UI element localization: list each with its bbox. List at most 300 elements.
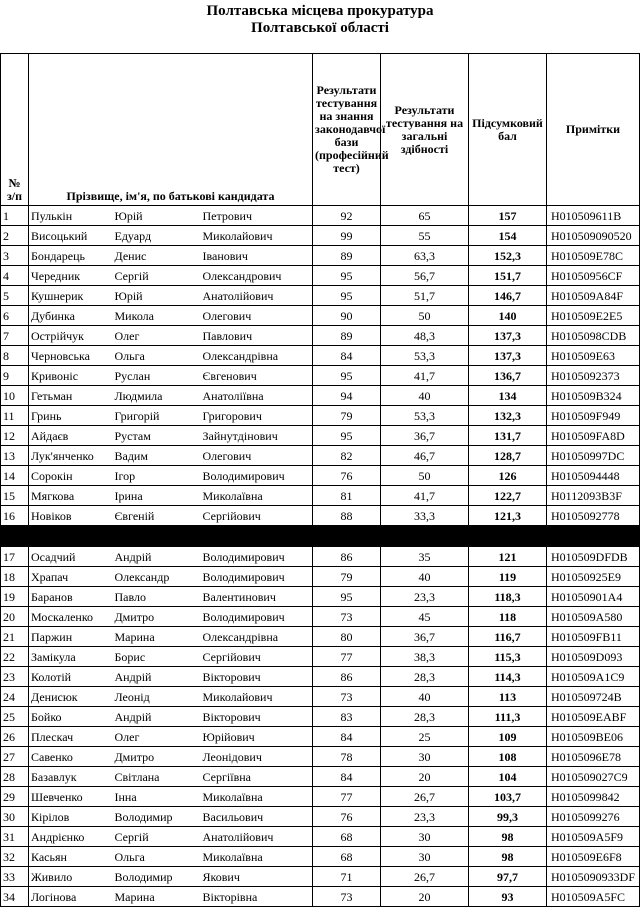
row-number: 4 xyxy=(1,266,29,286)
last-name: Бойко xyxy=(29,707,113,727)
law-test-score: 83 xyxy=(313,707,381,727)
patronymic: Олегович xyxy=(201,306,313,326)
law-test-score: 81 xyxy=(313,486,381,506)
first-name: Олег xyxy=(113,727,201,747)
first-name: Рустам xyxy=(113,426,201,446)
last-name: Паржин xyxy=(29,627,113,647)
table-row xyxy=(1,406,640,426)
table-row xyxy=(1,366,640,386)
first-name: Марина xyxy=(113,887,201,907)
total-score: 140 xyxy=(469,306,547,326)
last-name: Кірілов xyxy=(29,807,113,827)
law-test-score: 95 xyxy=(313,366,381,386)
general-test-score: 28,3 xyxy=(381,707,469,727)
note-code: H0112093B3F xyxy=(547,486,640,506)
last-name: Храпач xyxy=(29,567,113,587)
table-body-bottom xyxy=(1,547,640,907)
note-code: H010509724B xyxy=(547,687,640,707)
last-name: Бондарець xyxy=(29,246,113,266)
note-code: H0105098CDB xyxy=(547,326,640,346)
patronymic: Миколайович xyxy=(201,687,313,707)
table-row xyxy=(1,486,640,506)
row-number: 21 xyxy=(1,627,29,647)
table-row xyxy=(1,506,640,526)
first-name: Ольга xyxy=(113,847,201,867)
patronymic: Іванович xyxy=(201,246,313,266)
total-score: 136,7 xyxy=(469,366,547,386)
total-score: 151,7 xyxy=(469,266,547,286)
total-score: 104 xyxy=(469,767,547,787)
table-row xyxy=(1,887,640,907)
total-score: 118 xyxy=(469,607,547,627)
law-test-score: 84 xyxy=(313,767,381,787)
patronymic: Якович xyxy=(201,867,313,887)
total-score: 109 xyxy=(469,727,547,747)
table-row xyxy=(1,827,640,847)
last-name: Логінова xyxy=(29,887,113,907)
document-subtitle: Полтавської області xyxy=(251,20,389,36)
last-name: Баранов xyxy=(29,587,113,607)
note-code: H010509E2E5 xyxy=(547,306,640,326)
last-name: Айдаєв xyxy=(29,426,113,446)
general-test-score: 20 xyxy=(381,767,469,787)
row-number: 7 xyxy=(1,326,29,346)
total-score: 99,3 xyxy=(469,807,547,827)
header-general-test: Результати тестування на загальні здібності xyxy=(381,54,469,206)
law-test-score: 92 xyxy=(313,206,381,226)
results-table xyxy=(0,53,640,907)
last-name: Шевченко xyxy=(29,787,113,807)
last-name: Гринь xyxy=(29,406,113,426)
note-code: H010509A1C9 xyxy=(547,667,640,687)
first-name: Едуард xyxy=(113,226,201,246)
first-name: Денис xyxy=(113,246,201,266)
row-number: 14 xyxy=(1,466,29,486)
first-name: Микола xyxy=(113,306,201,326)
patronymic: Юрійович xyxy=(201,727,313,747)
note-code: H010509FB11 xyxy=(547,627,640,647)
total-score: 121,3 xyxy=(469,506,547,526)
table-row xyxy=(1,226,640,246)
total-score: 116,7 xyxy=(469,627,547,647)
row-number: 11 xyxy=(1,406,29,426)
last-name: Базавлук xyxy=(29,767,113,787)
law-test-score: 95 xyxy=(313,286,381,306)
first-name: Руслан xyxy=(113,366,201,386)
last-name: Кушнерик xyxy=(29,286,113,306)
last-name: Новіков xyxy=(29,506,113,526)
general-test-score: 25 xyxy=(381,727,469,747)
last-name: Андрієнко xyxy=(29,827,113,847)
first-name: Інна xyxy=(113,787,201,807)
note-code: H01050901A4 xyxy=(547,587,640,607)
law-test-score: 80 xyxy=(313,627,381,647)
law-test-score: 73 xyxy=(313,687,381,707)
first-name: Марина xyxy=(113,627,201,647)
row-number: 13 xyxy=(1,446,29,466)
first-name: Володимир xyxy=(113,867,201,887)
patronymic: Миколаївна xyxy=(201,486,313,506)
total-score: 118,3 xyxy=(469,587,547,607)
row-number: 26 xyxy=(1,727,29,747)
last-name: Висоцький xyxy=(29,226,113,246)
row-number: 32 xyxy=(1,847,29,867)
law-test-score: 79 xyxy=(313,406,381,426)
law-test-score: 73 xyxy=(313,607,381,627)
total-score: 115,3 xyxy=(469,647,547,667)
table-row xyxy=(1,466,640,486)
row-number: 27 xyxy=(1,747,29,767)
total-score: 114,3 xyxy=(469,667,547,687)
general-test-score: 50 xyxy=(381,466,469,486)
patronymic: Григорович xyxy=(201,406,313,426)
total-score: 121 xyxy=(469,547,547,567)
general-test-score: 50 xyxy=(381,306,469,326)
header-law-test: Результати тестування на знання законодавчої бази (професійний тест) xyxy=(313,54,381,206)
total-score: 128,7 xyxy=(469,446,547,466)
general-test-score: 20 xyxy=(381,887,469,907)
cutoff-separator-row xyxy=(1,526,640,547)
general-test-score: 40 xyxy=(381,386,469,406)
first-name: Леонід xyxy=(113,687,201,707)
general-test-score: 56,7 xyxy=(381,266,469,286)
first-name: Григорій xyxy=(113,406,201,426)
table-row xyxy=(1,707,640,727)
row-number: 3 xyxy=(1,246,29,266)
table-row xyxy=(1,687,640,707)
last-name: Колотій xyxy=(29,667,113,687)
table-row xyxy=(1,386,640,406)
total-score: 113 xyxy=(469,687,547,707)
row-number: 30 xyxy=(1,807,29,827)
general-test-score: 36,7 xyxy=(381,627,469,647)
last-name: Осадчий xyxy=(29,547,113,567)
note-code: H0105094448 xyxy=(547,466,640,486)
patronymic: Олександрович xyxy=(201,266,313,286)
first-name: Олександр xyxy=(113,567,201,587)
total-score: 157 xyxy=(469,206,547,226)
row-number: 34 xyxy=(1,887,29,907)
general-test-score: 63,3 xyxy=(381,246,469,266)
patronymic: Петрович xyxy=(201,206,313,226)
patronymic: Сергіївна xyxy=(201,767,313,787)
patronymic: Леонідович xyxy=(201,747,313,767)
law-test-score: 76 xyxy=(313,807,381,827)
last-name: Чередник xyxy=(29,266,113,286)
first-name: Дмитро xyxy=(113,607,201,627)
table-row xyxy=(1,767,640,787)
total-score: 108 xyxy=(469,747,547,767)
general-test-score: 38,3 xyxy=(381,647,469,667)
patronymic: Анатоліївна xyxy=(201,386,313,406)
note-code: H01050956CF xyxy=(547,266,640,286)
law-test-score: 73 xyxy=(313,887,381,907)
last-name: Гетьман xyxy=(29,386,113,406)
first-name: Олег xyxy=(113,326,201,346)
note-code: H010509A5F9 xyxy=(547,827,640,847)
table-row xyxy=(1,346,640,366)
general-test-score: 41,7 xyxy=(381,486,469,506)
patronymic: Валентинович xyxy=(201,587,313,607)
note-code: H0105099842 xyxy=(547,787,640,807)
last-name: Лук'янченко xyxy=(29,446,113,466)
table-row xyxy=(1,446,640,466)
table-row xyxy=(1,647,640,667)
header-total-score: Підсумковий бал xyxy=(469,54,547,206)
total-score: 122,7 xyxy=(469,486,547,506)
row-number: 33 xyxy=(1,867,29,887)
patronymic: Олександрівна xyxy=(201,346,313,366)
patronymic: Володимирович xyxy=(201,547,313,567)
table-row xyxy=(1,306,640,326)
last-name: Плескач xyxy=(29,727,113,747)
table-row xyxy=(1,246,640,266)
table-row xyxy=(1,787,640,807)
patronymic: Зайнутдінович xyxy=(201,426,313,446)
header-notes: Примітки xyxy=(547,54,640,206)
row-number: 5 xyxy=(1,286,29,306)
table-row xyxy=(1,667,640,687)
row-number: 12 xyxy=(1,426,29,446)
table-separator xyxy=(1,526,640,547)
note-code: H010509611B xyxy=(547,206,640,226)
total-score: 152,3 xyxy=(469,246,547,266)
last-name: Москаленко xyxy=(29,607,113,627)
note-code: H010509D093 xyxy=(547,647,640,667)
first-name: Сергій xyxy=(113,827,201,847)
total-score: 93 xyxy=(469,887,547,907)
row-number: 2 xyxy=(1,226,29,246)
first-name: Павло xyxy=(113,587,201,607)
row-number: 20 xyxy=(1,607,29,627)
row-number: 1 xyxy=(1,206,29,226)
patronymic: Сергійович xyxy=(201,647,313,667)
last-name: Черновська xyxy=(29,346,113,366)
row-number: 23 xyxy=(1,667,29,687)
general-test-score: 23,3 xyxy=(381,807,469,827)
table-row xyxy=(1,426,640,446)
row-number: 25 xyxy=(1,707,29,727)
row-number: 24 xyxy=(1,687,29,707)
note-code: H0105092778 xyxy=(547,506,640,526)
first-name: Світлана xyxy=(113,767,201,787)
table-row xyxy=(1,567,640,587)
table-row xyxy=(1,326,640,346)
header-candidate-name: Прізвище, ім'я, по батькові кандидата xyxy=(29,54,313,206)
last-name: Савенко xyxy=(29,747,113,767)
general-test-score: 26,7 xyxy=(381,867,469,887)
general-test-score: 30 xyxy=(381,827,469,847)
law-test-score: 77 xyxy=(313,787,381,807)
general-test-score: 36,7 xyxy=(381,426,469,446)
patronymic: Павлович xyxy=(201,326,313,346)
row-number: 10 xyxy=(1,386,29,406)
general-test-score: 45 xyxy=(381,607,469,627)
table-row xyxy=(1,727,640,747)
note-code: H01050997DC xyxy=(547,446,640,466)
general-test-score: 53,3 xyxy=(381,406,469,426)
note-code: H010509027C9 xyxy=(547,767,640,787)
general-test-score: 41,7 xyxy=(381,366,469,386)
total-score: 126 xyxy=(469,466,547,486)
row-number: 17 xyxy=(1,547,29,567)
patronymic: Олександрівна xyxy=(201,627,313,647)
first-name: Євгеній xyxy=(113,506,201,526)
general-test-score: 48,3 xyxy=(381,326,469,346)
note-code: H010509EABF xyxy=(547,707,640,727)
law-test-score: 94 xyxy=(313,386,381,406)
row-number: 16 xyxy=(1,506,29,526)
general-test-score: 53,3 xyxy=(381,346,469,366)
patronymic: Анатолійович xyxy=(201,286,313,306)
law-test-score: 89 xyxy=(313,326,381,346)
note-code: H010509E6F8 xyxy=(547,847,640,867)
row-number: 15 xyxy=(1,486,29,506)
patronymic: Володимирович xyxy=(201,466,313,486)
patronymic: Миколайович xyxy=(201,226,313,246)
patronymic: Олегович xyxy=(201,446,313,466)
general-test-score: 26,7 xyxy=(381,787,469,807)
last-name: Живило xyxy=(29,867,113,887)
law-test-score: 90 xyxy=(313,306,381,326)
last-name: Дубинка xyxy=(29,306,113,326)
last-name: Касьян xyxy=(29,847,113,867)
total-score: 134 xyxy=(469,386,547,406)
patronymic: Миколаївна xyxy=(201,787,313,807)
first-name: Ольга xyxy=(113,346,201,366)
last-name: Сорокін xyxy=(29,466,113,486)
row-number: 18 xyxy=(1,567,29,587)
general-test-score: 23,3 xyxy=(381,587,469,607)
row-number: 6 xyxy=(1,306,29,326)
first-name: Андрій xyxy=(113,667,201,687)
patronymic: Сергійович xyxy=(201,506,313,526)
patronymic: Вікторович xyxy=(201,667,313,687)
first-name: Андрій xyxy=(113,547,201,567)
note-code: H010509A84F xyxy=(547,286,640,306)
patronymic: Миколаївна xyxy=(201,847,313,867)
note-code: H010509BE06 xyxy=(547,727,640,747)
note-code: H0105096E78 xyxy=(547,747,640,767)
general-test-score: 33,3 xyxy=(381,506,469,526)
table-row xyxy=(1,607,640,627)
general-test-score: 65 xyxy=(381,206,469,226)
law-test-score: 89 xyxy=(313,246,381,266)
row-number: 22 xyxy=(1,647,29,667)
document-title: Полтавська місцева прокуратура xyxy=(206,3,434,19)
law-test-score: 95 xyxy=(313,266,381,286)
total-score: 111,3 xyxy=(469,707,547,727)
last-name: Мягкова xyxy=(29,486,113,506)
table-row xyxy=(1,587,640,607)
patronymic: Володимирович xyxy=(201,567,313,587)
note-code: H010509B324 xyxy=(547,386,640,406)
note-code: H01050925E9 xyxy=(547,567,640,587)
table-row xyxy=(1,847,640,867)
first-name: Ігор xyxy=(113,466,201,486)
general-test-score: 51,7 xyxy=(381,286,469,306)
row-number: 8 xyxy=(1,346,29,366)
note-code: H010509A5FC xyxy=(547,887,640,907)
note-code: H0105092373 xyxy=(547,366,640,386)
table-row xyxy=(1,286,640,306)
total-score: 154 xyxy=(469,226,547,246)
first-name: Людмила xyxy=(113,386,201,406)
general-test-score: 40 xyxy=(381,687,469,707)
total-score: 137,3 xyxy=(469,326,547,346)
law-test-score: 79 xyxy=(313,567,381,587)
total-score: 98 xyxy=(469,847,547,867)
note-code: H010509E78C xyxy=(547,246,640,266)
table-body-top xyxy=(1,206,640,526)
table-header-row xyxy=(1,54,640,206)
last-name: Острійчук xyxy=(29,326,113,346)
law-test-score: 82 xyxy=(313,446,381,466)
law-test-score: 76 xyxy=(313,466,381,486)
total-score: 131,7 xyxy=(469,426,547,446)
patronymic: Євгенович xyxy=(201,366,313,386)
note-code: H010509090520 xyxy=(547,226,640,246)
note-code: H010509A580 xyxy=(547,607,640,627)
law-test-score: 68 xyxy=(313,847,381,867)
note-code: H010509F949 xyxy=(547,406,640,426)
law-test-score: 86 xyxy=(313,547,381,567)
total-score: 98 xyxy=(469,827,547,847)
law-test-score: 88 xyxy=(313,506,381,526)
law-test-score: 95 xyxy=(313,587,381,607)
row-number: 19 xyxy=(1,587,29,607)
table-row xyxy=(1,206,640,226)
total-score: 146,7 xyxy=(469,286,547,306)
last-name: Денисюк xyxy=(29,687,113,707)
first-name: Вадим xyxy=(113,446,201,466)
first-name: Юрій xyxy=(113,286,201,306)
row-number: 31 xyxy=(1,827,29,847)
first-name: Володимир xyxy=(113,807,201,827)
law-test-score: 71 xyxy=(313,867,381,887)
table-row xyxy=(1,547,640,567)
law-test-score: 95 xyxy=(313,426,381,446)
last-name: Пулькін xyxy=(29,206,113,226)
first-name: Борис xyxy=(113,647,201,667)
table-row xyxy=(1,807,640,827)
row-number: 9 xyxy=(1,366,29,386)
last-name: Кривоніс xyxy=(29,366,113,386)
note-code: H0105099276 xyxy=(547,807,640,827)
first-name: Ірина xyxy=(113,486,201,506)
table-row xyxy=(1,266,640,286)
law-test-score: 77 xyxy=(313,647,381,667)
law-test-score: 86 xyxy=(313,667,381,687)
general-test-score: 30 xyxy=(381,747,469,767)
law-test-score: 68 xyxy=(313,827,381,847)
first-name: Дмитро xyxy=(113,747,201,767)
general-test-score: 30 xyxy=(381,847,469,867)
header-number: № з/п xyxy=(1,54,29,206)
last-name: Замікула xyxy=(29,647,113,667)
table-row xyxy=(1,867,640,887)
row-number: 28 xyxy=(1,767,29,787)
patronymic: Вікторович xyxy=(201,707,313,727)
total-score: 132,3 xyxy=(469,406,547,426)
law-test-score: 78 xyxy=(313,747,381,767)
general-test-score: 35 xyxy=(381,547,469,567)
table-row xyxy=(1,747,640,767)
note-code: H010509DFDB xyxy=(547,547,640,567)
general-test-score: 46,7 xyxy=(381,446,469,466)
first-name: Андрій xyxy=(113,707,201,727)
note-code: H010509FA8D xyxy=(547,426,640,446)
